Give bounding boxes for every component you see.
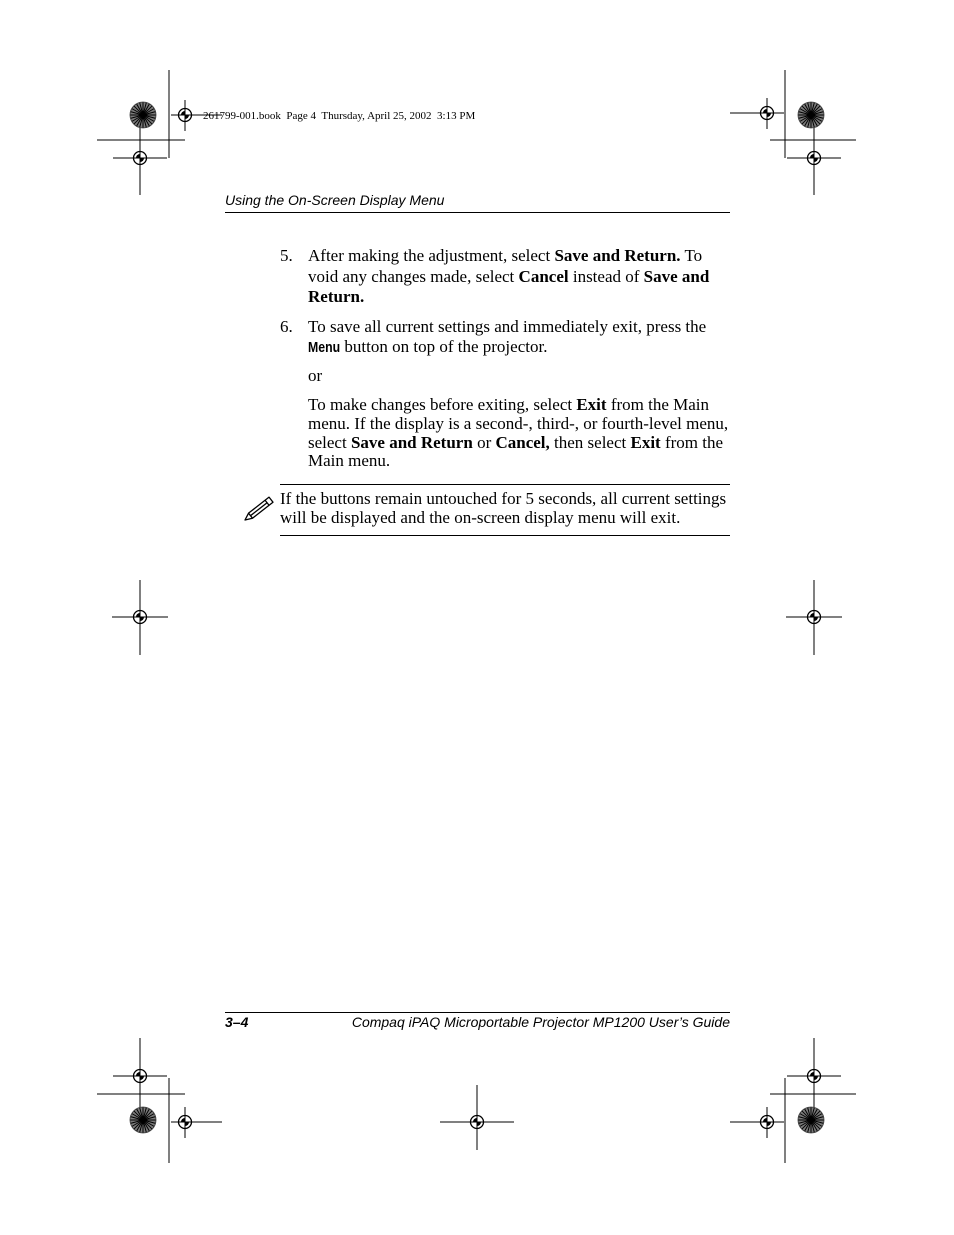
running-header-title: Using the On-Screen Display Menu — [225, 192, 445, 208]
menu-key-label: Menu — [308, 339, 341, 356]
text-run: To make changes before exiting, select — [308, 395, 577, 414]
ui-term-return: Return. — [308, 287, 365, 306]
text-line — [308, 452, 728, 471]
guide-title: Compaq iPAQ Microportable Projector MP1200 User’s Guide — [351, 1014, 730, 1030]
print-slug-line: 261799-001.book Page 4 Thursday, April 25, 2002 3:13 PM — [203, 110, 476, 122]
ui-term-save-and-return: Save and Return. — [554, 246, 681, 265]
crop-marks — [97, 70, 856, 1163]
text-run: select — [308, 432, 351, 452]
text-run: To save all current settings and immediately exit, press the — [308, 317, 707, 336]
text-run: To — [680, 246, 703, 265]
note-text — [280, 489, 726, 527]
text-run: void any changes made, select — [308, 266, 519, 286]
ui-term-cancel: Cancel — [518, 266, 569, 286]
text-line — [308, 267, 709, 288]
text-run: from the — [660, 432, 724, 452]
step-6-alternative — [308, 396, 728, 471]
text-line — [308, 317, 706, 337]
text-line — [308, 434, 728, 453]
running-header — [225, 192, 444, 208]
text-run: button on top of the projector. — [340, 337, 548, 356]
text-run: instead of — [568, 266, 644, 286]
text-line — [308, 246, 709, 267]
text-line: If the buttons remain untouched for 5 seconds, all current settings — [280, 489, 727, 508]
text-line: will be displayed and the on-screen display menu will exit. — [280, 508, 681, 527]
ui-term-cancel: Cancel, — [495, 432, 550, 452]
starburst-mark — [130, 102, 156, 128]
ui-term-exit: Exit — [576, 395, 607, 414]
step-text — [308, 317, 706, 357]
step-text — [308, 246, 709, 308]
footer-rule — [225, 1012, 730, 1013]
starburst-mark — [798, 102, 824, 128]
note-bottom-rule — [280, 535, 730, 536]
step-number: 5. — [280, 246, 293, 265]
text-run: After making the adjustment, select — [308, 246, 555, 265]
text-run: Main menu. — [308, 451, 391, 471]
starburst-mark — [798, 1107, 824, 1133]
text-run: then select — [549, 432, 631, 452]
text-run: menu. If the display is a second-, third-, or fourth-level menu, — [308, 413, 729, 433]
step-number: 6. — [280, 317, 293, 336]
text-line — [308, 396, 728, 415]
ui-term-save-and: Save and — [643, 266, 710, 286]
ui-term-save-and-return: Save and Return — [350, 432, 473, 452]
starburst-mark — [130, 1107, 156, 1133]
text-run: from the Main — [606, 395, 710, 414]
pencil-note-icon — [242, 494, 274, 524]
header-rule — [225, 212, 730, 213]
or-separator: or — [308, 366, 323, 385]
note-top-rule — [280, 484, 730, 485]
page-number: 3–4 — [225, 1014, 249, 1030]
text-line — [308, 415, 728, 434]
text-line — [308, 287, 709, 308]
text-run: or — [472, 432, 496, 452]
text-line — [308, 337, 706, 357]
ui-term-exit: Exit — [630, 432, 661, 452]
